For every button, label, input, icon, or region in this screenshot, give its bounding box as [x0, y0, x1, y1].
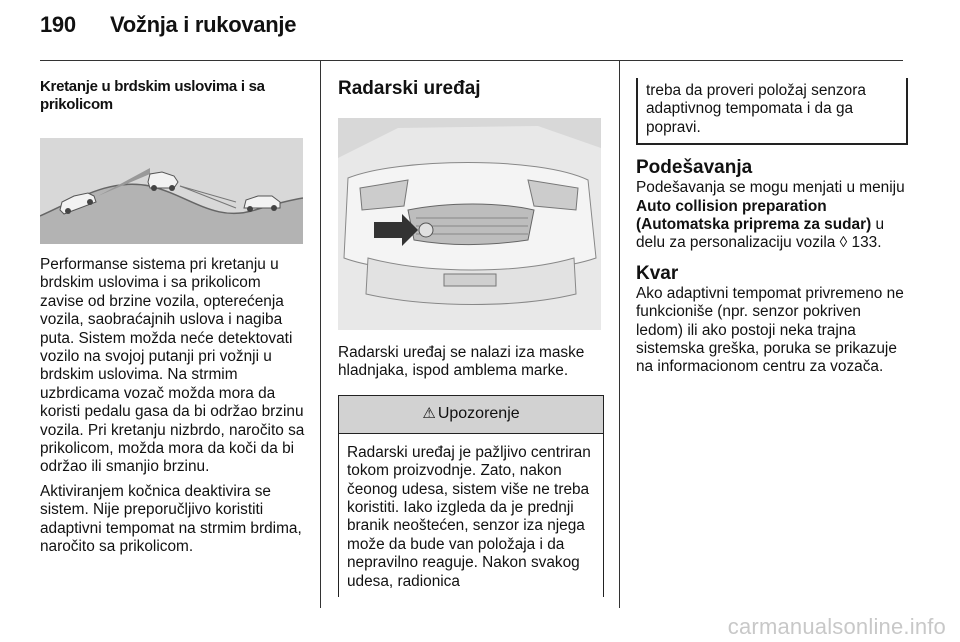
column-3: [636, 78, 908, 377]
page-header: [40, 12, 296, 38]
column-1: [40, 78, 308, 557]
settings-text-after: u delu za personalizaciju vozila: [636, 216, 885, 252]
column-divider-2: [619, 60, 620, 608]
page-reference[interactable]: 133.: [847, 234, 882, 252]
warning-title: Upozorenje: [437, 405, 520, 423]
settings-heading: Podešavanja: [636, 157, 753, 179]
warning-triangle-icon: ⚠: [422, 405, 436, 423]
radar-location-text: Radarski uređaj se nalazi iza maske hladnjaka, ispod amblema marke.: [338, 344, 585, 380]
radar-heading: Radarski uređaj: [338, 78, 481, 99]
hill-driving-subheading: Kretanje u brdskim uslovima i sa prikolicom: [40, 78, 265, 113]
hill-driving-paragraph-2: Aktiviranjem kočnica deaktivira se sistem. Nije preporučljivo koristiti adaptivni tempomat na strmim brdima, naročito sa prikolicom.: [40, 482, 302, 556]
column-2: [338, 78, 604, 597]
fault-paragraph: Ako adaptivni tempomat privremeno ne funkcioniše (npr. senzor pokriven ledom) ili ako postoji neka trajna sistemska greška, poruka se prikazuje na informacionom centru za vozača.: [636, 284, 904, 376]
settings-text: Podešavanja se mogu menjati u meniju: [636, 179, 905, 197]
settings-paragraph: [636, 179, 908, 253]
page-reference-arrow-icon: ◊: [839, 234, 848, 252]
page-title: Vožnja i rukovanje: [110, 12, 297, 37]
sensor-icon: [419, 223, 433, 237]
watermark: carmanualsonline.info: [727, 614, 946, 639]
page-number: 190: [40, 12, 76, 37]
warning-continuation-box: [636, 78, 908, 145]
hill-driving-paragraph-1: Performanse sistema pri kretanju u brdskim uslovima i sa prikolicom zavise od brzine vozila, opterećenja vozila, saobraćajnih uslova i nagiba puta. Sistem možda neće detektovati vozilo na svojoj putanji pri vožnji u brdskim uslovima. Na strmim uzbrdicama vozač možda mora da koristi pedalu gasa da bi održao brzinu vozila. Pri kretanju nizbrdo, naročito sa prikolicom, možda mora da koči da bi održao ili smanjio brzinu.: [40, 256, 305, 476]
menu-option-name: Auto collision preparation (Automatska priprema za sudar): [636, 197, 872, 234]
fault-heading: Kvar: [636, 262, 679, 284]
warning-body: Radarski uređaj je pažljivo centriran tokom proizvodnje. Zato, nakon čeonog udesa, sistem više ne treba koristiti. Iako izgleda da je prednji branik neoštećen, senzor iza njega može da bude van položaja i da nepravilno reaguje. Nakon svakog udesa, radionica: [347, 443, 591, 590]
hill-driving-illustration: [40, 138, 303, 244]
warning-box: [338, 395, 604, 597]
radar-location-illustration: [338, 118, 601, 330]
warning-continuation-text: treba da proveri položaj senzora adaptivnog tempomata i da ga popravi.: [646, 82, 866, 136]
column-divider-1: [320, 60, 321, 608]
warning-header: [339, 396, 603, 434]
header-rule: [40, 60, 903, 61]
